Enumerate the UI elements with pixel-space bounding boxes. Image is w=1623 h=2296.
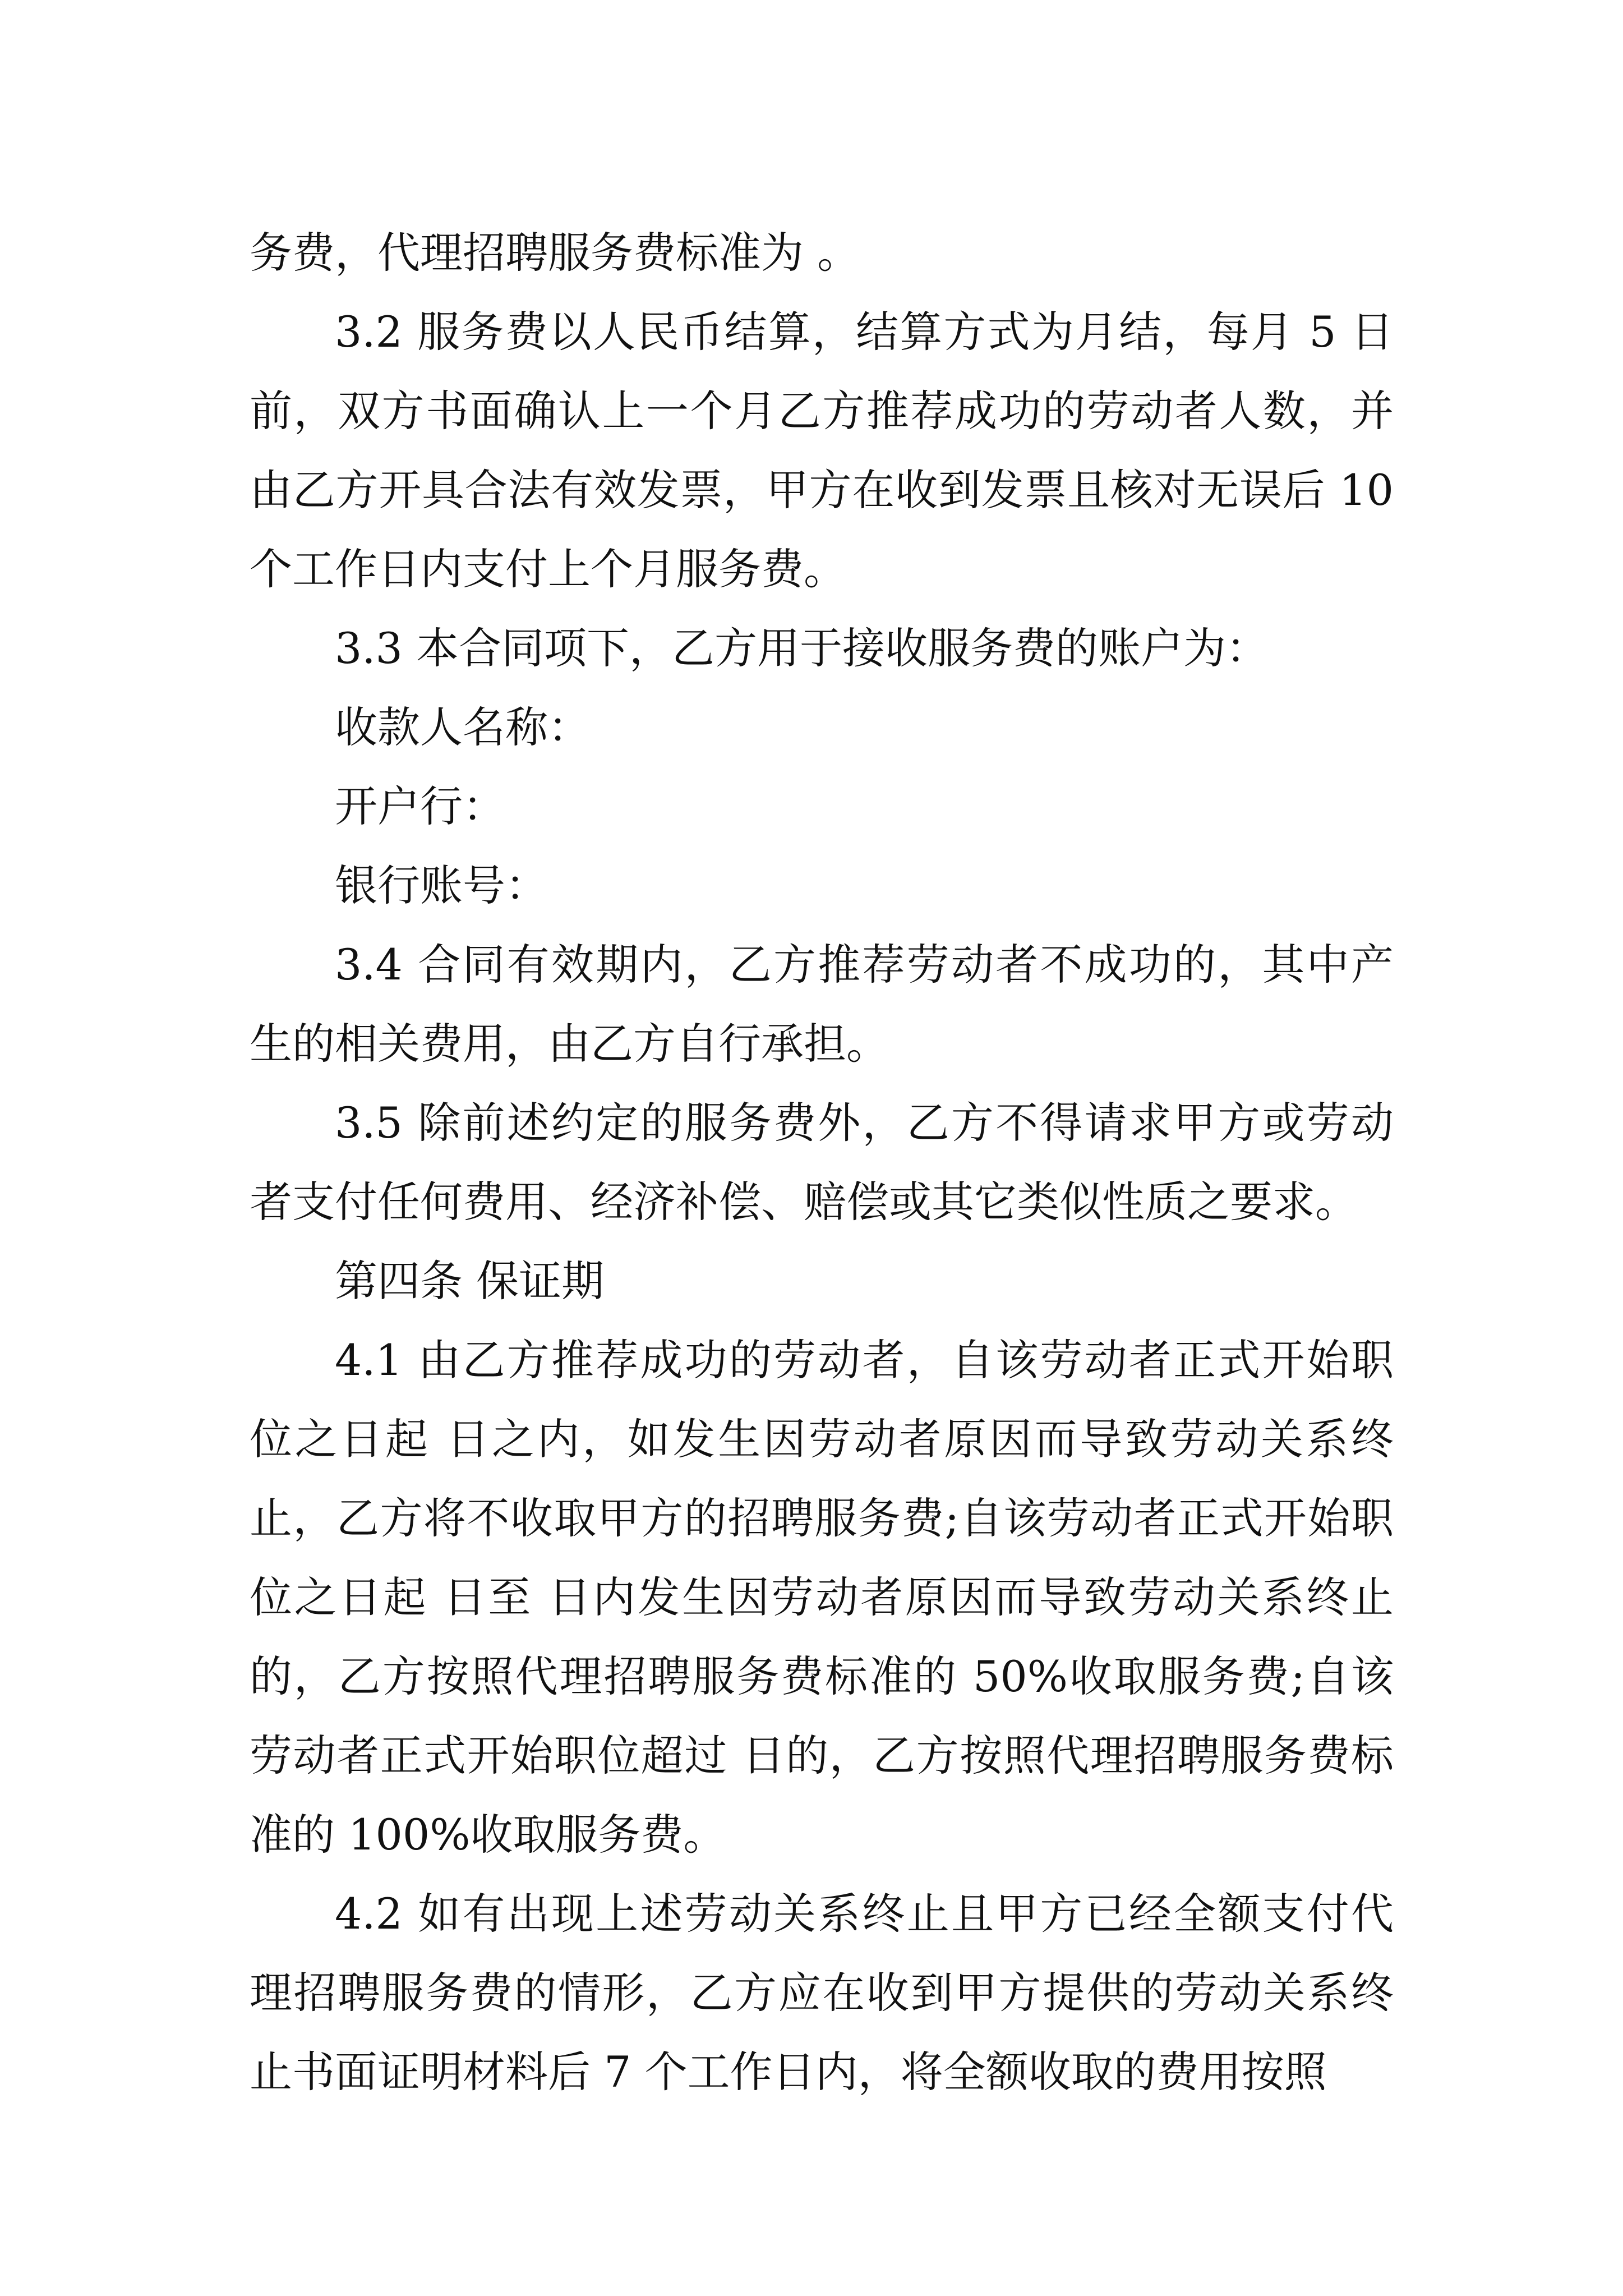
article-4-heading: 第四条 保证期 xyxy=(335,1256,605,1306)
paragraph-3-3: 3.3 本合同项下，乙方用于接收服务费的账户为： xyxy=(335,623,1269,673)
paragraph-3-5: 3.5 除前述约定的服务费外，乙方不得请求甲方或劳动者支付任何费用、经济补偿、赔偿或其它类似性质之要求。 xyxy=(250,1098,1394,1227)
paragraph-4-1: 4.1 由乙方推荐成功的劳动者，自该劳动者正式开始职位之日起 日之内，如发生因劳动者原因而导致劳动关系终止，乙方将不收取甲方的招聘服务费;自该劳动者正式开始职位之日起 日至 日内发生因劳动者原因而导致劳动关系终止的，乙方按照代理招聘服务费标准的 50%收取服务费;自该劳动者正式开始职位超过 日的，乙方按照代理招聘服务费标准的 100%收取服务费。 xyxy=(250,1335,1394,1860)
paragraph-payee-name: 收款人名称： xyxy=(335,702,591,752)
paragraph-account-number: 银行账号： xyxy=(335,861,548,910)
paragraph-3-2: 3.2 服务费以人民币结算，结算方式为月结，每月 5 日前，双方书面确认上一个月乙方推荐成功的劳动者人数，并由乙方开具合法有效发票，甲方在收到发票且核对无误后 10 个工作日内支付上个月服务费。 xyxy=(250,307,1394,594)
paragraph-bank: 开户行： xyxy=(335,781,505,831)
paragraph-continuation: 务费，代理招聘服务费标准为 。 xyxy=(250,228,860,278)
document-body xyxy=(250,213,1394,2111)
paragraph-3-4: 3.4 合同有效期内，乙方推荐劳动者不成功的，其中产生的相关费用，由乙方自行承担。 xyxy=(250,940,1394,1069)
paragraph-4-2: 4.2 如有出现上述劳动关系终止且甲方已经全额支付代理招聘服务费的情形，乙方应在收到甲方提供的劳动关系终止书面证明材料后 7 个工作日内，将全额收取的费用按照 xyxy=(250,1889,1394,2097)
